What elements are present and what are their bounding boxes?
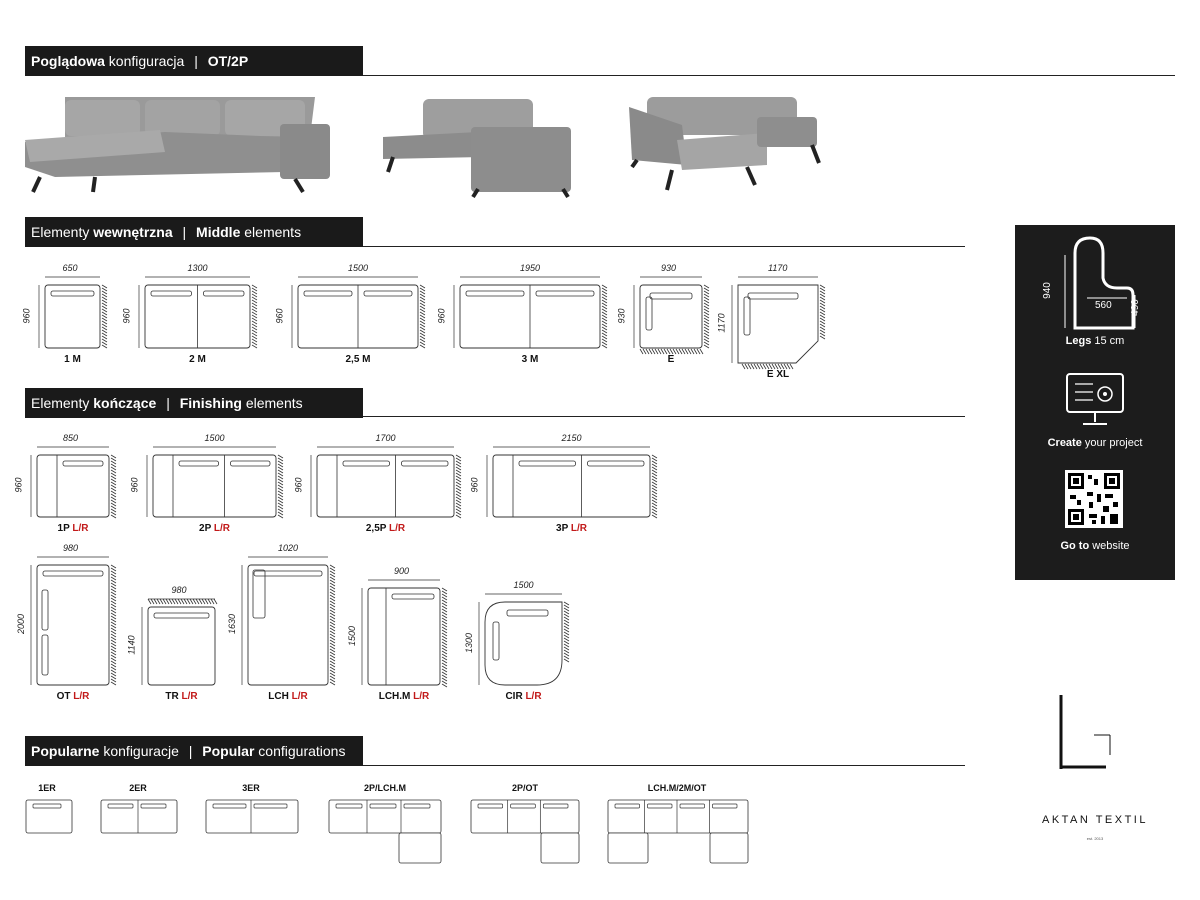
width-dimension: 650 bbox=[62, 263, 78, 273]
legs-info bbox=[1015, 335, 1175, 347]
depth-dimension: 1630 bbox=[227, 613, 238, 635]
depth-dimension: 960 bbox=[293, 477, 304, 493]
header-text: konfiguracje bbox=[103, 743, 179, 759]
element-diagram bbox=[238, 555, 348, 705]
depth-dimension: 1140 bbox=[126, 635, 137, 655]
divider bbox=[363, 765, 965, 766]
depth-dimension: 960 bbox=[21, 307, 32, 324]
element-suffix: L/R bbox=[525, 691, 542, 702]
element-diagram bbox=[475, 592, 582, 705]
header-bold: Popularne bbox=[31, 743, 100, 759]
element-diagram bbox=[358, 578, 460, 705]
brand-sub: est. 2013 bbox=[1086, 836, 1104, 841]
element-name: CIR bbox=[505, 691, 523, 702]
legs-label: Legs bbox=[1065, 335, 1092, 347]
popular-config-label: 2P/OT bbox=[511, 783, 539, 793]
brand-name: AKTAN TEXTIL bbox=[1041, 814, 1148, 826]
section-header-overview bbox=[25, 46, 363, 76]
element-label bbox=[767, 369, 789, 380]
depth-dimension: 960 bbox=[469, 477, 480, 493]
header-text: Elementy bbox=[31, 395, 90, 411]
depth-dimension: 1170 bbox=[716, 313, 727, 333]
create-rest: your project bbox=[1084, 437, 1143, 449]
depth-dimension: 1300 bbox=[464, 632, 475, 653]
element-name: 3P bbox=[556, 523, 569, 534]
element-suffix: L/R bbox=[213, 523, 230, 534]
legs-value: 15 cm bbox=[1094, 335, 1125, 347]
element-diagram bbox=[138, 597, 238, 705]
element-label bbox=[64, 354, 81, 365]
divider bbox=[363, 246, 965, 247]
header-sep: | bbox=[194, 53, 198, 69]
popular-config-diagram bbox=[470, 799, 582, 869]
qr-code-icon[interactable] bbox=[1065, 470, 1123, 528]
width-dimension: 1500 bbox=[513, 580, 534, 590]
popular-config-diagram bbox=[328, 799, 444, 869]
depth-dimension: 930 bbox=[616, 307, 627, 324]
section-header-middle bbox=[25, 217, 363, 247]
seat-dimension-icon bbox=[1055, 250, 1140, 330]
sofa-render-back bbox=[383, 97, 578, 200]
header-text: elements bbox=[244, 224, 302, 240]
popular-config-diagram bbox=[25, 799, 75, 869]
element-name: 1 M bbox=[64, 354, 81, 365]
header-text: konfiguracja bbox=[108, 53, 185, 69]
popular-config-diagram bbox=[100, 799, 180, 869]
element-label bbox=[268, 691, 307, 702]
element-name: LCH bbox=[268, 691, 289, 702]
element-suffix: L/R bbox=[413, 691, 430, 702]
element-label bbox=[57, 691, 90, 702]
section-header-finishing bbox=[25, 388, 363, 418]
element-name: 2 M bbox=[189, 354, 206, 365]
element-name: TR bbox=[165, 691, 179, 702]
header-text: Elementy bbox=[31, 224, 90, 240]
width-dimension: 1300 bbox=[187, 263, 208, 273]
seat-height-dimension: 490 bbox=[1129, 299, 1141, 316]
element-label bbox=[345, 354, 370, 365]
sofa-render-side bbox=[627, 95, 827, 193]
element-label bbox=[189, 354, 206, 365]
element-diagram bbox=[27, 555, 129, 705]
depth-dimension: 2000 bbox=[16, 613, 27, 635]
width-dimension: 2150 bbox=[561, 433, 582, 443]
element-label bbox=[58, 523, 89, 534]
height-dimension: 940 bbox=[1041, 282, 1053, 299]
width-dimension: 1700 bbox=[375, 433, 396, 443]
element-name: E bbox=[667, 354, 675, 365]
element-label bbox=[668, 354, 675, 365]
header-bold: Finishing bbox=[179, 395, 242, 411]
element-suffix: L/R bbox=[73, 691, 90, 702]
element-label bbox=[522, 354, 539, 365]
element-label bbox=[165, 691, 197, 702]
element-name: 2,5 M bbox=[345, 354, 371, 365]
website-link[interactable] bbox=[1015, 540, 1175, 552]
goto-rest: website bbox=[1092, 540, 1130, 552]
element-name: 3 M bbox=[521, 354, 539, 365]
info-panel bbox=[1015, 225, 1175, 580]
header-bold: kończące bbox=[93, 395, 157, 411]
popular-config-label: LCH.M/2M/OT bbox=[647, 783, 707, 793]
depth-dimension: 960 bbox=[274, 307, 285, 324]
width-dimension: 1020 bbox=[278, 543, 299, 553]
element-label bbox=[379, 691, 430, 702]
create-project-link[interactable] bbox=[1015, 437, 1175, 449]
header-bold: wewnętrzna bbox=[93, 224, 173, 240]
width-dimension: 980 bbox=[171, 585, 187, 595]
create-label: Create bbox=[1047, 437, 1082, 449]
element-name: LCH.M bbox=[378, 691, 411, 702]
element-label bbox=[505, 691, 541, 702]
element-suffix: L/R bbox=[389, 523, 406, 534]
element-suffix: L/R bbox=[181, 691, 198, 702]
header-text: configurations bbox=[258, 743, 346, 759]
popular-config-label: 2P/LCH.M bbox=[363, 783, 407, 793]
width-dimension: 850 bbox=[63, 433, 79, 443]
depth-dimension: 960 bbox=[129, 477, 140, 493]
element-diagram bbox=[728, 275, 838, 383]
width-dimension: 980 bbox=[63, 543, 79, 553]
element-name: 2,5P bbox=[365, 523, 387, 534]
header-text: elements bbox=[245, 395, 303, 411]
divider bbox=[363, 75, 1175, 76]
header-bold: Popular bbox=[202, 743, 255, 759]
element-suffix: L/R bbox=[72, 523, 89, 534]
popular-config-label: 1ER bbox=[38, 783, 56, 793]
depth-dimension: 1500 bbox=[347, 625, 358, 646]
depth-dimension: 960 bbox=[121, 307, 132, 324]
header-bold: OT/2P bbox=[207, 53, 249, 69]
header-sep: | bbox=[188, 743, 193, 759]
width-dimension: 1500 bbox=[204, 433, 225, 443]
popular-config-diagram bbox=[607, 799, 751, 869]
width-dimension: 900 bbox=[394, 566, 410, 576]
header-sep: | bbox=[166, 395, 170, 411]
sofa-render-front bbox=[25, 92, 335, 197]
popular-config-label: 2ER bbox=[129, 783, 147, 793]
element-name: OT bbox=[56, 691, 71, 702]
width-dimension: 1950 bbox=[520, 263, 541, 273]
element-label bbox=[556, 523, 587, 534]
width-dimension: 1500 bbox=[348, 263, 369, 273]
element-name: 2P bbox=[199, 523, 212, 534]
element-label bbox=[366, 523, 405, 534]
header-sep: | bbox=[182, 224, 187, 240]
element-suffix: L/R bbox=[570, 523, 587, 534]
popular-config-label: 3ER bbox=[242, 783, 260, 793]
goto-label: Go to bbox=[1060, 540, 1090, 552]
element-diagram bbox=[630, 275, 722, 368]
element-name: E XL bbox=[766, 369, 790, 380]
header-bold: Poglądowa bbox=[31, 53, 105, 69]
seat-dimension: 560 bbox=[1095, 300, 1112, 311]
width-dimension: 930 bbox=[661, 263, 677, 273]
divider bbox=[363, 416, 965, 417]
header-bold: Middle bbox=[196, 224, 241, 240]
width-dimension: 1170 bbox=[768, 263, 788, 273]
element-name: 1P bbox=[57, 523, 70, 534]
depth-dimension: 960 bbox=[436, 307, 447, 324]
depth-dimension: 960 bbox=[13, 477, 24, 493]
section-header-popular bbox=[25, 736, 363, 766]
element-suffix: L/R bbox=[291, 691, 308, 702]
popular-config-diagram bbox=[205, 799, 301, 869]
element-label bbox=[199, 523, 230, 534]
configurator-monitor-icon[interactable] bbox=[1065, 372, 1125, 427]
brand-logo bbox=[1058, 695, 1113, 773]
